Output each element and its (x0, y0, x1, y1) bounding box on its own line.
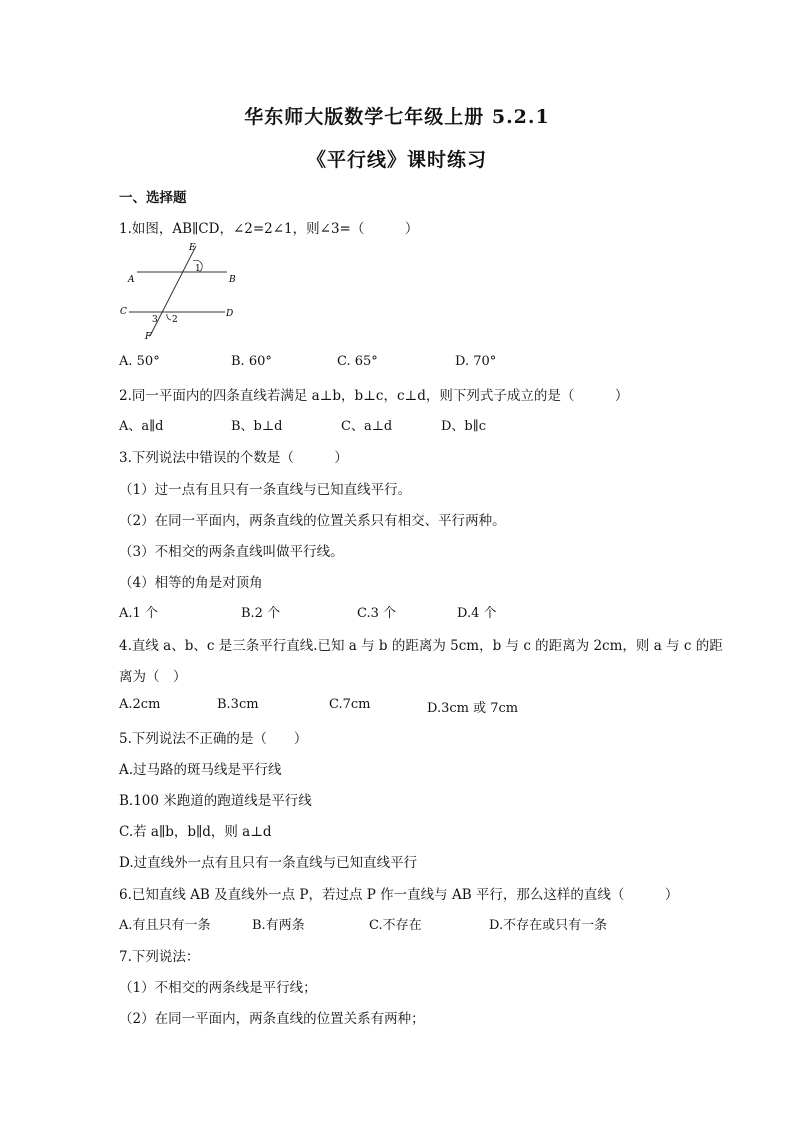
question-4-stem-line-2: 离为（ ） (119, 669, 187, 685)
document-subtitle: 《平行线》课时练习 (306, 149, 487, 171)
label-b: B (229, 275, 236, 285)
q5-option-a: A.过马路的斑马线是平行线 (119, 762, 282, 778)
label-angle-2: 2 (172, 315, 178, 325)
question-1-stem: 1.如图，AB∥CD，∠2=2∠1，则∠3=（ ） (119, 221, 419, 237)
question-6-stem: 6.已知直线 AB 及直线外一点 P，若过点 P 作一直线与 AB 平行，那么这样的直线（ ） (119, 887, 679, 903)
question-2-stem: 2.同一平面内的四条直线若满足 a⊥b，b⊥c，c⊥d，则下列式子成立的是（ ） (119, 388, 629, 404)
q3-statement-4: （4）相等的角是对顶角 (119, 575, 263, 591)
q6-option-c: C.不存在 (369, 918, 422, 933)
parallel-lines-figure (117, 240, 247, 345)
q1-option-b: B. 60° (231, 354, 272, 369)
question-3-stem: 3.下列说法中错误的个数是（ ） (119, 450, 348, 466)
q5-option-d: D.过直线外一点有且只有一条直线与已知直线平行 (119, 855, 418, 871)
label-e: E (189, 243, 196, 253)
question-4-stem-line-1: 4.直线 a、b、c 是三条平行直线.已知 a 与 b 的距离为 5cm，b 与 c 的距离为 2cm，则 a 与 c 的距 (119, 638, 723, 654)
q6-option-b: B.有两条 (252, 918, 305, 933)
q3-statement-2: （2）在同一平面内，两条直线的位置关系只有相交、平行两种。 (119, 513, 506, 529)
q1-option-c: C. 65° (337, 354, 378, 369)
q7-statement-2: （2）在同一平面内，两条直线的位置关系有两种； (119, 1011, 425, 1027)
q2-option-b: B、b⊥d (231, 419, 283, 434)
label-c: C (120, 307, 127, 317)
label-a: A (128, 275, 135, 285)
label-d: D (226, 309, 234, 319)
label-angle-3: 3 (152, 315, 158, 325)
q2-option-d: D、b∥c (441, 419, 487, 434)
q4-option-b: B.3cm (217, 697, 259, 712)
q3-option-d: D.4 个 (457, 606, 497, 621)
q2-option-a: A、a∥d (119, 419, 164, 434)
q6-option-a: A.有且只有一条 (119, 918, 211, 933)
label-f: F (145, 332, 152, 342)
q7-statement-1: （1）不相交的两条线是平行线； (119, 980, 317, 996)
q6-option-d: D.不存在或只有一条 (489, 918, 608, 933)
q3-statement-3: （3）不相交的两条直线叫做平行线。 (119, 544, 344, 560)
q2-option-c: C、a⊥d (341, 419, 393, 434)
q1-option-a: A. 50° (119, 354, 160, 369)
section-heading: 一、选择题 (119, 190, 187, 206)
label-angle-1: 1 (195, 264, 201, 274)
q3-option-b: B.2 个 (241, 606, 281, 621)
q4-option-c: C.7cm (329, 697, 371, 712)
q4-option-d: D.3cm 或 7cm (427, 701, 519, 716)
q3-option-c: C.3 个 (357, 606, 397, 621)
question-7-stem: 7.下列说法： (119, 949, 200, 965)
q3-statement-1: （1）过一点有且只有一条直线与已知直线平行。 (119, 482, 412, 498)
q3-option-a: A.1 个 (119, 606, 158, 621)
document-title: 华东师大版数学七年级上册 5.2.1 (244, 106, 550, 128)
q5-option-c: C.若 a∥b，b∥d，则 a⊥d (119, 824, 272, 840)
question-5-stem: 5.下列说法不正确的是（ ） (119, 731, 308, 747)
q1-option-d: D. 70° (455, 354, 497, 369)
angle-2-arc (167, 314, 171, 320)
q5-option-b: B.100 米跑道的跑道线是平行线 (119, 793, 312, 809)
q4-option-a: A.2cm (119, 697, 161, 712)
